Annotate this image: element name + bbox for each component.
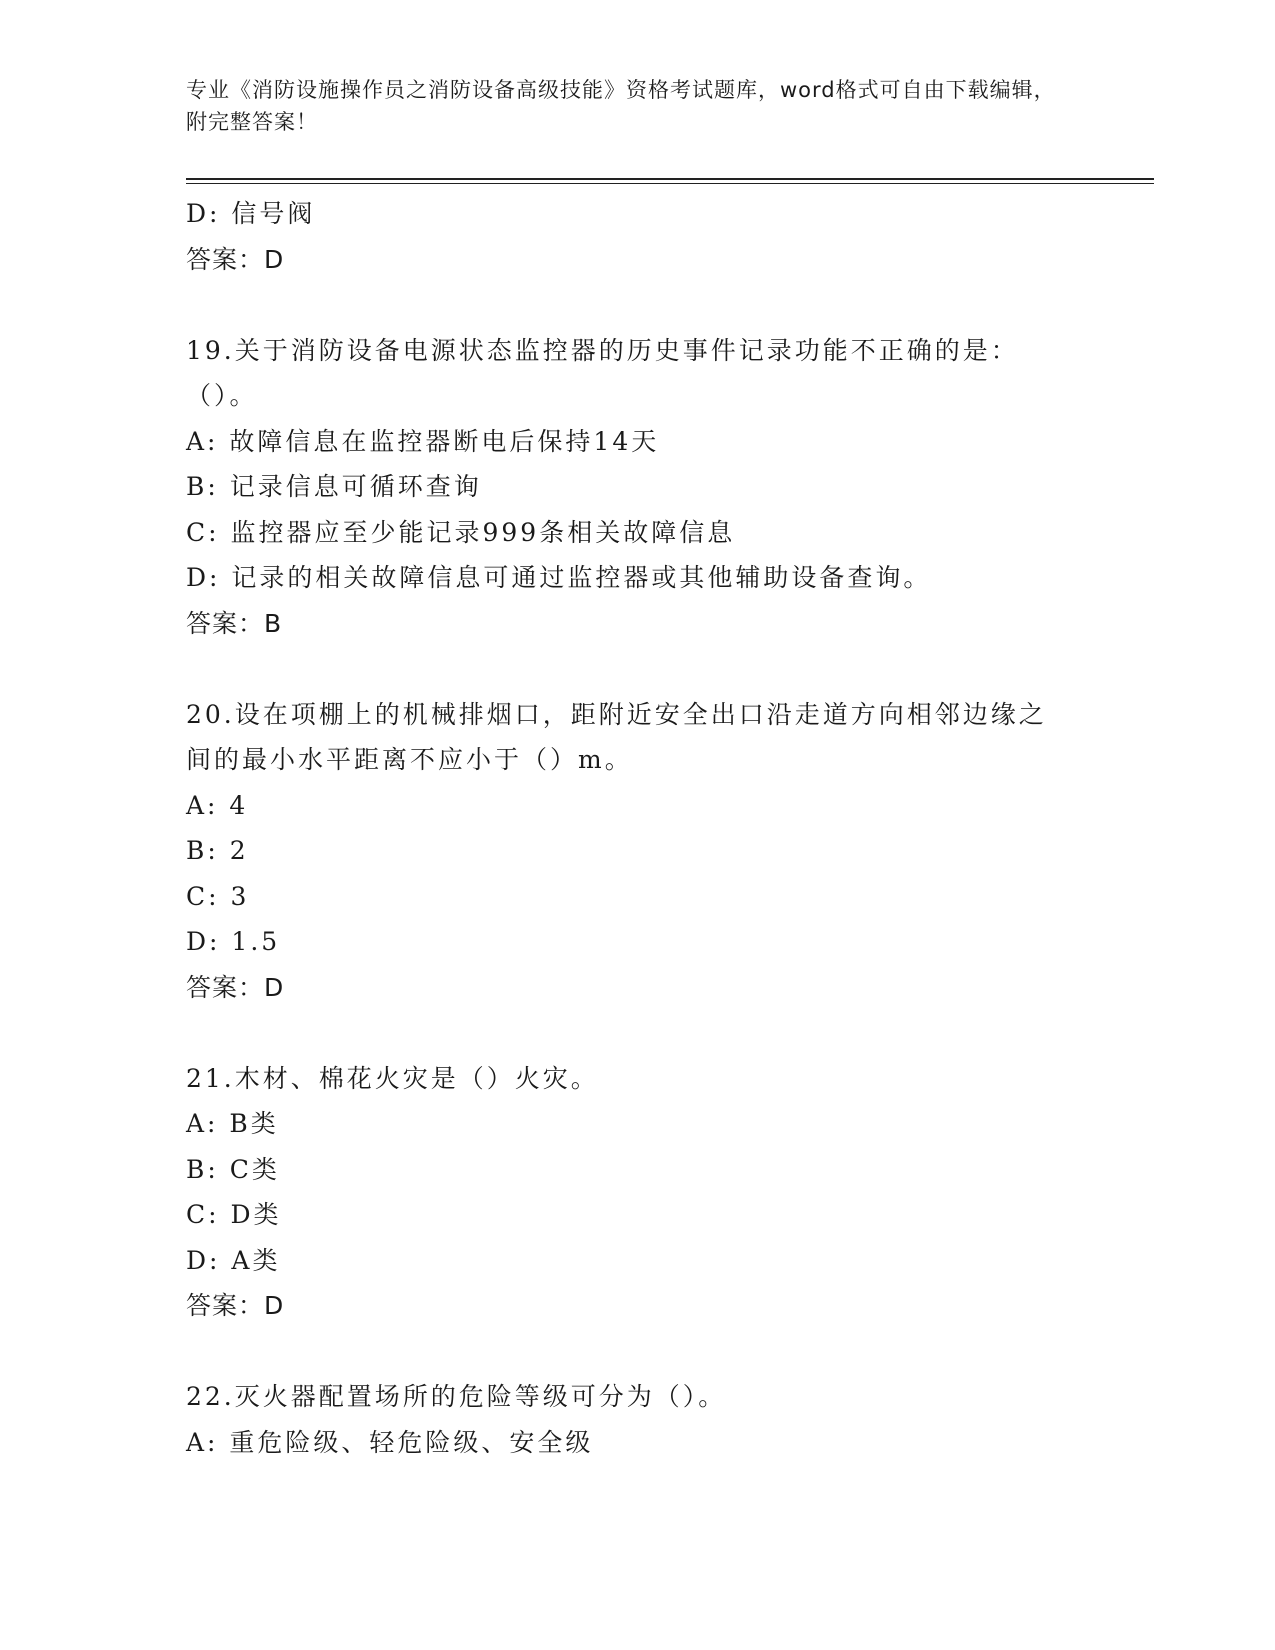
question-content bbox=[186, 191, 1086, 1465]
question-21-option-a: A: B类 bbox=[186, 1109, 279, 1138]
question-22-option-a: A: 重危险级、轻危险级、安全级 bbox=[186, 1427, 594, 1457]
question-20-option-b: B: 2 bbox=[186, 836, 249, 865]
question-21-option-c: C: D类 bbox=[186, 1200, 282, 1229]
question-21-option-d: D: A类 bbox=[186, 1245, 281, 1275]
spacer bbox=[186, 646, 1086, 692]
document-header: 专业《消防设施操作员之消防设备高级技能》资格考试题库，word格式可自由下载编辑，附完整答案！ bbox=[186, 78, 1056, 134]
question-20-option-c: C: 3 bbox=[186, 881, 250, 911]
question-19-option-c: C: 监控器应至少能记录999条相关故障信息 bbox=[186, 517, 736, 547]
option-d-continued: D: 信号阀 bbox=[186, 199, 316, 228]
question-19-option-d: D: 记录的相关故障信息可通过监控器或其他辅助设备查询。 bbox=[186, 563, 932, 592]
question-20-answer: 答案：D bbox=[186, 972, 285, 1002]
question-19-option-b: B: 记录信息可循环查询 bbox=[186, 472, 482, 501]
question-21-stem: 21.木材、棉花火灾是（）火灾。 bbox=[186, 1063, 599, 1093]
question-19-answer: 答案：B bbox=[186, 608, 283, 638]
question-21-answer: 答案：D bbox=[186, 1291, 285, 1320]
spacer bbox=[186, 1010, 1086, 1056]
header-rule-thin bbox=[186, 183, 1154, 184]
question-19-option-a: A: 故障信息在监控器断电后保持14天 bbox=[186, 426, 660, 456]
question-20-option-a: A: 4 bbox=[186, 790, 249, 820]
question-22-stem: 22.灭火器配置场所的危险等级可分为（）。 bbox=[186, 1382, 727, 1411]
question-19-stem: 19.关于消防设备电源状态监控器的历史事件记录功能不正确的是：（）。 bbox=[186, 335, 1019, 410]
spacer bbox=[186, 282, 1086, 328]
question-20-stem: 20.设在项棚上的机械排烟口，距附近安全出口沿走道方向相邻边缘之间的最小水平距离不应小于（）m。 bbox=[186, 699, 1047, 774]
question-21-option-b: B: C类 bbox=[186, 1154, 280, 1184]
header-rule-thick bbox=[186, 178, 1154, 180]
answer-continued: 答案：D bbox=[186, 244, 285, 274]
spacer bbox=[186, 1329, 1086, 1375]
question-20-option-d: D: 1.5 bbox=[186, 927, 281, 956]
